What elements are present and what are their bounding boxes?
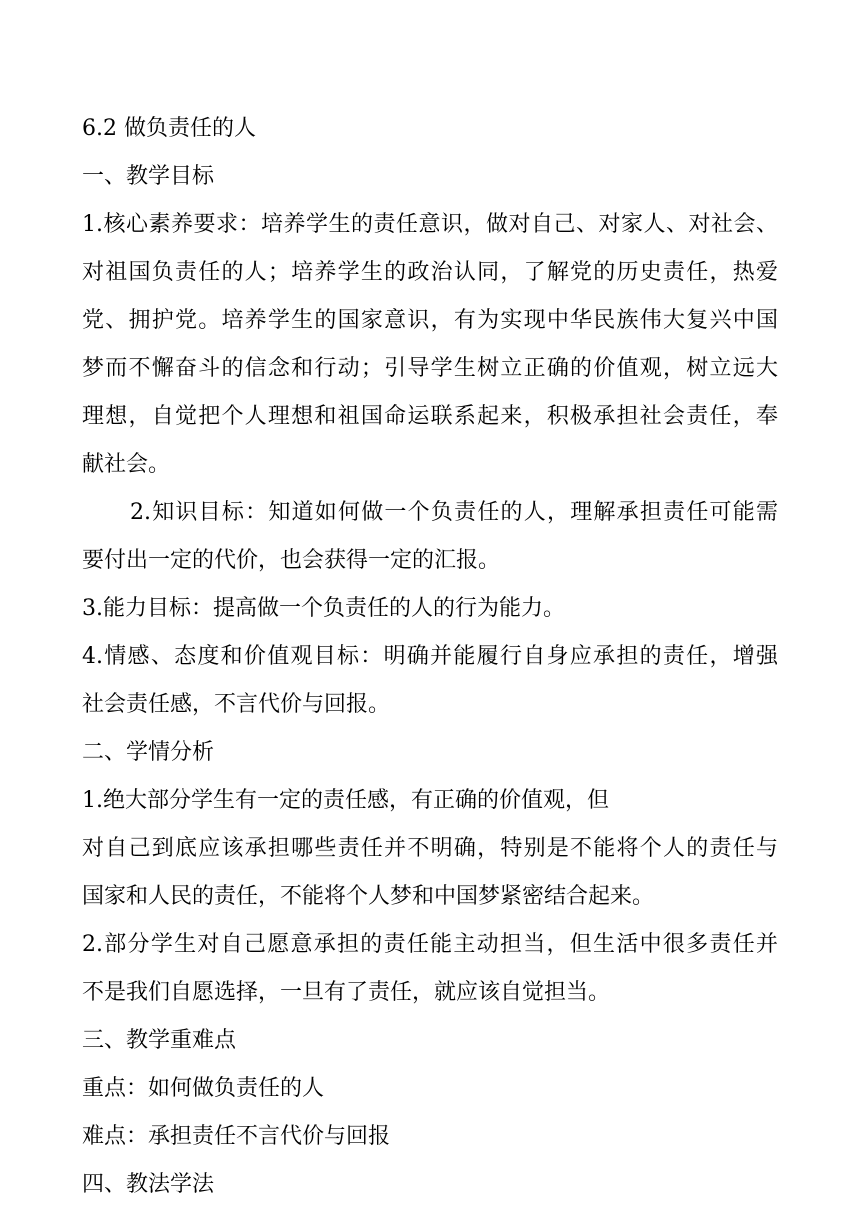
paragraph-line: 献社会。 [82, 452, 171, 477]
paragraph-line: 国家和人民的责任，不能将个人梦和中国梦紧密结合起来。 [82, 884, 655, 909]
section-heading-teaching-goals: 一、教学目标 [82, 164, 215, 189]
paragraph-line: 3.能力目标：提高做一个负责任的人的行为能力。 [82, 596, 565, 621]
paragraph-line: 对祖国负责任的人；培养学生的政治认同，了解党的历史责任，热爱 [82, 260, 778, 285]
paragraph-line: 对自己到底应该承担哪些责任并不明确，特别是不能将个人的责任与 [82, 836, 778, 861]
paragraph-line: 要付出一定的代价，也会获得一定的汇报。 [82, 548, 501, 573]
paragraph-line: 1.核心素养要求：培养学生的责任意识，做对自己、对家人、对社会、 [82, 212, 778, 237]
paragraph-line: 社会责任感，不言代价与回报。 [82, 692, 391, 717]
paragraph-line: 难点：承担责任不言代价与回报 [82, 1124, 391, 1149]
paragraph-line: 不是我们自愿选择，一旦有了责任，就应该自觉担当。 [82, 980, 611, 1005]
paragraph-line: 理想，自觉把个人理想和祖国命运联系起来，积极承担社会责任，奉 [82, 404, 778, 429]
paragraph-line: 党、拥护党。培养学生的国家意识，有为实现中华民族伟大复兴中国 [82, 308, 778, 333]
paragraph-line: 梦而不懈奋斗的信念和行动；引导学生树立正确的价值观，树立远大 [82, 356, 778, 381]
paragraph-line: 4.情感、态度和价值观目标：明确并能履行自身应承担的责任，增强 [82, 644, 778, 669]
document-title: 6.2 做负责任的人 [82, 116, 256, 141]
paragraph-line: 2.部分学生对自己愿意承担的责任能主动担当，但生活中很多责任并 [82, 932, 778, 957]
paragraph-line: 2.知识目标：知道如何做一个负责任的人，理解承担责任可能需 [130, 500, 778, 525]
paragraph-line: 1.绝大部分学生有一定的责任感，有正确的价值观，但 [82, 788, 609, 813]
section-heading-student-analysis: 二、学情分析 [82, 740, 215, 765]
section-heading-key-points: 三、教学重难点 [82, 1028, 237, 1053]
paragraph-line: 重点：如何做负责任的人 [82, 1076, 325, 1101]
document-page [82, 105, 778, 1209]
section-heading-teaching-methods: 四、教法学法 [82, 1172, 215, 1197]
